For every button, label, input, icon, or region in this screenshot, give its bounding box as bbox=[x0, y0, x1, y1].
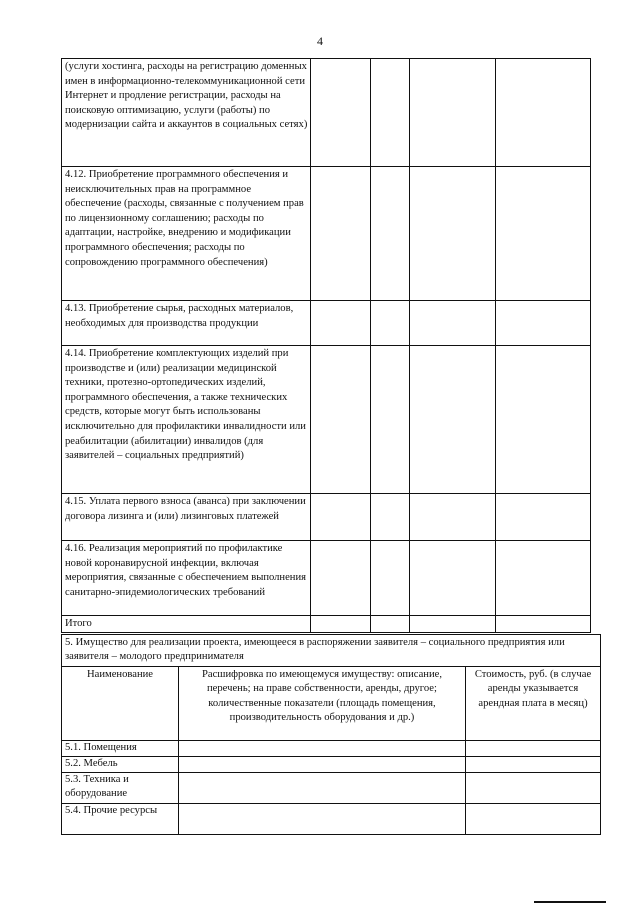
row-label: 5.1. Помещения bbox=[62, 741, 179, 757]
table-cell bbox=[179, 773, 466, 804]
page-number: 4 bbox=[317, 34, 323, 48]
table-cell bbox=[371, 494, 410, 541]
table-cell bbox=[496, 494, 591, 541]
table-row bbox=[62, 301, 591, 346]
table-cell bbox=[410, 346, 496, 494]
table-cell bbox=[496, 59, 591, 167]
table-cell bbox=[466, 757, 601, 773]
table-row bbox=[62, 773, 601, 804]
table-row bbox=[62, 59, 591, 167]
table-cell bbox=[371, 616, 410, 633]
total-label: Итого bbox=[62, 616, 311, 633]
table-cell bbox=[311, 616, 371, 633]
table-row bbox=[62, 616, 591, 633]
expenses-table bbox=[61, 58, 591, 633]
table-row bbox=[62, 494, 591, 541]
table-cell bbox=[311, 346, 371, 494]
column-header-description: Расшифровка по имеющемуся имуществу: описание, перечень; на праве собственности, аренды, другое; количественные показатели (площадь помещения, производительность оборудования и др.) bbox=[179, 667, 466, 741]
section-title: 5. Имущество для реализации проекта, имеющееся в распоряжении заявителя – социального предприятия или заявителя – молодого предпринимателя bbox=[62, 635, 601, 667]
expense-item-cell: 4.15. Уплата первого взноса (аванса) при заключении договора лизинга и (или) лизинговых платежей bbox=[62, 494, 311, 541]
table-cell bbox=[311, 167, 371, 301]
table-cell bbox=[410, 494, 496, 541]
table-cell bbox=[371, 301, 410, 346]
table-row bbox=[62, 635, 601, 667]
expense-item-cell: 4.13. Приобретение сырья, расходных материалов, необходимых для производства продукции bbox=[62, 301, 311, 346]
table-row bbox=[62, 757, 601, 773]
table-cell bbox=[410, 616, 496, 633]
table-cell bbox=[496, 301, 591, 346]
table-cell bbox=[410, 59, 496, 167]
row-label: 5.3. Техника и оборудование bbox=[62, 773, 179, 804]
table-cell bbox=[466, 773, 601, 804]
table-cell bbox=[311, 541, 371, 616]
column-header-cost: Стоимость, руб. (в случае аренды указывается арендная плата в месяц) bbox=[466, 667, 601, 741]
table-cell bbox=[311, 59, 371, 167]
table-cell bbox=[179, 741, 466, 757]
table-cell bbox=[466, 804, 601, 835]
table-cell bbox=[311, 301, 371, 346]
bottom-rule bbox=[534, 901, 606, 903]
table-cell bbox=[410, 301, 496, 346]
table-cell bbox=[496, 167, 591, 301]
table-row bbox=[62, 804, 601, 835]
table-cell bbox=[496, 616, 591, 633]
table-cell bbox=[311, 494, 371, 541]
table-cell bbox=[371, 59, 410, 167]
table-row bbox=[62, 167, 591, 301]
expense-item-cell: 4.14. Приобретение комплектующих изделий при производстве и (или) реализации медицинской техники, протезно-ортопедических изделий, программного обеспечения, а также технических средств, которые могут быть использованы исключительно для профилактики инвалидности или реабилитации (абилитации) инвалидов (для заявителей – социальных предприятий) bbox=[62, 346, 311, 494]
table-cell bbox=[496, 541, 591, 616]
property-table bbox=[61, 634, 601, 835]
expense-item-cell: 4.16. Реализация мероприятий по профилактике новой коронавирусной инфекции, включая мероприятия, связанные с обеспечением выполнения санитарно-эпидемиологических требований bbox=[62, 541, 311, 616]
expense-item-cell: (услуги хостинга, расходы на регистрацию доменных имен в информационно-телекоммуникационной сети Интернет и продление регистрации, расходы на поисковую оптимизацию, услуги (работы) по модернизации сайта и аккаунтов в социальных сетях) bbox=[62, 59, 311, 167]
row-label: 5.2. Мебель bbox=[62, 757, 179, 773]
table-cell bbox=[371, 541, 410, 616]
table-cell bbox=[179, 804, 466, 835]
table-cell bbox=[410, 541, 496, 616]
table-cell bbox=[179, 757, 466, 773]
table-cell bbox=[371, 167, 410, 301]
expense-item-cell: 4.12. Приобретение программного обеспечения и неисключительных прав на программное обеспечение (расходы, связанные с получением прав по лицензионному соглашению; расходы по адаптации, настройке, внедрению и модификации программного обеспечения; расходы по сопровождению программного обеспечения) bbox=[62, 167, 311, 301]
table-cell bbox=[410, 167, 496, 301]
table-cell bbox=[466, 741, 601, 757]
row-label: 5.4. Прочие ресурсы bbox=[62, 804, 179, 835]
table-row bbox=[62, 541, 591, 616]
table-cell bbox=[496, 346, 591, 494]
table-cell bbox=[371, 346, 410, 494]
table-header-row bbox=[62, 667, 601, 741]
table-row bbox=[62, 741, 601, 757]
table-row bbox=[62, 346, 591, 494]
column-header-name: Наименование bbox=[62, 667, 179, 741]
